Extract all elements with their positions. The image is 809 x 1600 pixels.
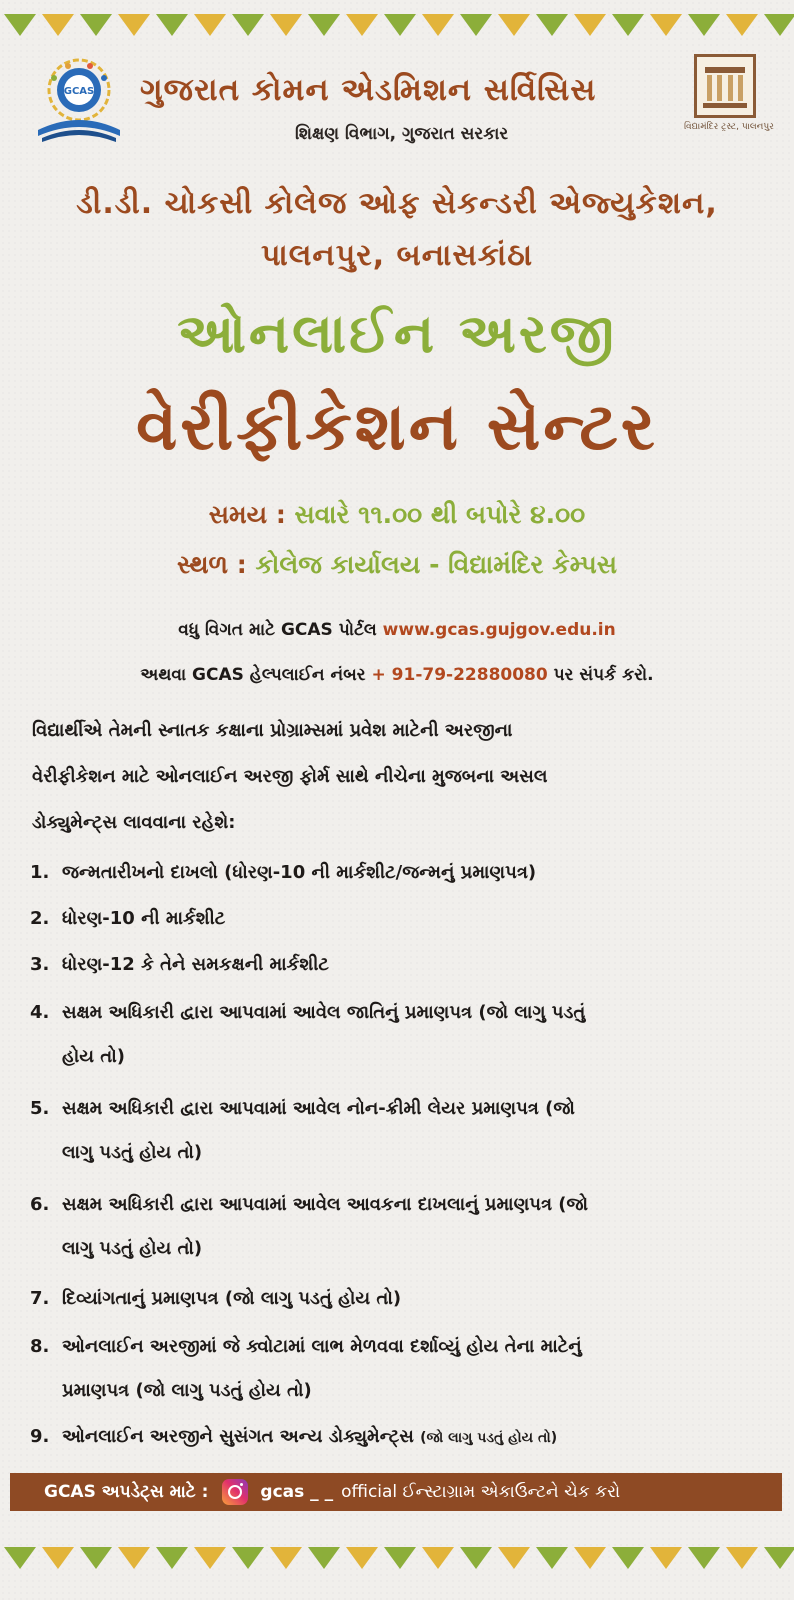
decorative-triangle [156, 1547, 188, 1569]
decorative-triangle [726, 14, 758, 36]
decorative-triangle [80, 14, 112, 36]
instagram-icon [222, 1479, 248, 1505]
intro-line1: વિદ્યાર્થીએ તેમની સ્નાતક કક્ષાના પ્રોગ્રામ્સમાં પ્રવેશ માટેની અરજીના [32, 720, 513, 741]
list-item-number: 1. [30, 862, 50, 883]
contact-helpline-line [0, 665, 794, 685]
decorative-triangle [270, 1547, 302, 1569]
college-name-line2: પાલનપુર, બનાસકાંઠા [260, 238, 534, 273]
list-item-number: 4. [30, 1002, 50, 1023]
decorative-triangle [764, 14, 794, 36]
list-item-number: 6. [30, 1194, 50, 1215]
list-item [30, 1336, 770, 1357]
top-triangle-band [0, 12, 794, 38]
contact-portal-line [0, 620, 794, 640]
decorative-triangle [346, 14, 378, 36]
gcas-logo [28, 50, 130, 150]
list-item [30, 1426, 770, 1447]
list-item-text: ધોરણ-12 કે તેને સમકક્ષની માર્કશીટ [62, 954, 329, 975]
gcas-logo-text: GCAS [63, 86, 95, 97]
footer-lead: GCAS અપડેટ્સ માટે : [44, 1482, 209, 1502]
triangle-pattern-bottom [0, 1545, 794, 1571]
list-item-text: ઓનલાઈન અરજીને સુસંગત અન્ય ડોક્યુમેન્ટ્સ [62, 1426, 414, 1447]
place-info [0, 550, 794, 580]
website-link[interactable]: www.gcas.gujgov.edu.in [382, 620, 616, 640]
decorative-triangle [4, 1547, 36, 1569]
contact-helpline-prefix: અથવા GCAS હેલ્પલાઈન નંબર [140, 665, 366, 685]
decorative-triangle [498, 14, 530, 36]
list-item [30, 954, 770, 975]
contact-helpline-suffix: પર સંપર્ક કરો. [553, 665, 654, 685]
trust-logo-emblem [694, 54, 756, 118]
decorative-triangle [498, 1547, 530, 1569]
decorative-triangle [688, 14, 720, 36]
decorative-triangle [650, 1547, 682, 1569]
list-item-note: (જો લાગુ પડતું હોય તો) [420, 1430, 558, 1446]
decorative-triangle [536, 14, 568, 36]
list-item-text: દિવ્યાંગતાનું પ્રમાણપત્ર (જો લાગુ પડતું હોય તો) [62, 1288, 402, 1309]
place-label: સ્થળ : [176, 550, 247, 579]
list-item-number: 7. [30, 1288, 50, 1309]
decorative-triangle [688, 1547, 720, 1569]
list-item-text: ઓનલાઈન અરજીમાં જે ક્વોટામાં લાભ મેળવવા દર્શાવ્યું હોય તેના માટેનું [62, 1336, 582, 1357]
footer-bar [10, 1473, 782, 1511]
footer-tail: official ઈન્સ્ટાગ્રામ એકાઉન્ટને ચેક કરો [341, 1482, 621, 1502]
decorative-triangle [536, 1547, 568, 1569]
trust-logo [684, 50, 774, 150]
decorative-triangle [574, 1547, 606, 1569]
time-label: સમય : [208, 500, 286, 529]
list-item-number: 2. [30, 908, 50, 929]
decorative-triangle [308, 14, 340, 36]
list-item-continuation: લાગુ પડતું હોય તો) [62, 1142, 203, 1163]
decorative-triangle [308, 1547, 340, 1569]
org-title: ગુજરાત કોમન એડમિશન સર્વિસિસ [140, 72, 597, 108]
intro-line3: ડોક્યુમેન્ટ્સ લાવવાના રહેશે: [32, 812, 236, 833]
decorative-triangle [232, 1547, 264, 1569]
time-info [0, 500, 794, 530]
gcas-logo-icon [28, 50, 130, 150]
list-item-continuation: હોય તો) [62, 1046, 125, 1067]
headline-verification-center: વેરીફીકેશન સેન્ટર [136, 388, 658, 465]
list-item [30, 1098, 770, 1119]
time-value: સવારે ૧૧.૦૦ થી બપોરે ૪.૦૦ [294, 500, 586, 529]
list-item [30, 1288, 770, 1309]
temple-icon [697, 57, 753, 115]
contact-portal-prefix: વધુ વિગત માટે GCAS પોર્ટલ [178, 620, 377, 640]
decorative-triangle [270, 14, 302, 36]
decorative-triangle [384, 1547, 416, 1569]
decorative-triangle [612, 14, 644, 36]
intro-line2: વેરીફીકેશન માટે ઓનલાઈન અરજી ફોર્મ સાથે નીચેના મુજબના અસલ [32, 766, 548, 787]
list-item-text: સક્ષમ અધિકારી દ્વારા આપવામાં આવેલ જાતિનું પ્રમાણપત્ર (જો લાગુ પડતું [62, 1002, 586, 1023]
list-item-number: 3. [30, 954, 50, 975]
decorative-triangle [460, 1547, 492, 1569]
decorative-triangle [764, 1547, 794, 1569]
list-item-text: ધોરણ-10 ની માર્કશીટ [62, 908, 226, 929]
list-item-number: 9. [30, 1426, 50, 1447]
decorative-triangle [460, 14, 492, 36]
decorative-triangle [346, 1547, 378, 1569]
triangle-pattern-top [0, 12, 794, 38]
list-item [30, 862, 770, 883]
list-item [30, 1002, 770, 1023]
decorative-triangle [574, 14, 606, 36]
list-item-number: 5. [30, 1098, 50, 1119]
list-item-text: જન્મતારીખનો દાખલો (ધોરણ-10 ની માર્કશીટ/જન્મનું પ્રમાણપત્ર) [62, 862, 537, 883]
org-subtitle: શિક્ષણ વિભાગ, ગુજરાત સરકાર [295, 124, 509, 144]
decorative-triangle [384, 14, 416, 36]
instagram-handle[interactable]: gcas _ _ [260, 1482, 334, 1502]
list-item-text: સક્ષમ અધિકારી દ્વારા આપવામાં આવેલ નોન-ક્રીમી લેયર પ્રમાણપત્ર (જો [62, 1098, 575, 1119]
decorative-triangle [80, 1547, 112, 1569]
decorative-triangle [650, 14, 682, 36]
list-item-number: 8. [30, 1336, 50, 1357]
decorative-triangle [42, 14, 74, 36]
decorative-triangle [194, 14, 226, 36]
decorative-triangle [422, 14, 454, 36]
college-name-line1: ડી.ડી. ચોકસી કોલેજ ઓફ સેકન્ડરી એજ્યુકેશન, [76, 186, 718, 221]
helpline-number[interactable]: + 91-79-22880080 [371, 665, 548, 685]
list-item-continuation: લાગુ પડતું હોય તો) [62, 1238, 203, 1259]
decorative-triangle [118, 1547, 150, 1569]
decorative-triangle [118, 14, 150, 36]
list-item-text: સક્ષમ અધિકારી દ્વારા આપવામાં આવેલ આવકના દાખલાનું પ્રમાણપત્ર (જો [62, 1194, 589, 1215]
decorative-triangle [194, 1547, 226, 1569]
decorative-triangle [232, 14, 264, 36]
list-item-continuation: પ્રમાણપત્ર (જો લાગુ પડતું હોય તો) [62, 1380, 312, 1401]
place-value: કોલેજ કાર્યાલય - વિદ્યામંદિર કેમ્પસ [255, 550, 618, 579]
headline-online-application: ઓનલાઈન અરજી [177, 302, 617, 365]
decorative-triangle [422, 1547, 454, 1569]
list-item [30, 908, 770, 929]
decorative-triangle [4, 14, 36, 36]
decorative-triangle [612, 1547, 644, 1569]
decorative-triangle [726, 1547, 758, 1569]
trust-logo-caption: વિદ્યામંદિર ટ્રસ્ટ, પાલનપુર [684, 122, 774, 132]
bottom-triangle-band [0, 1545, 794, 1571]
list-item [30, 1194, 770, 1215]
decorative-triangle [156, 14, 188, 36]
decorative-triangle [42, 1547, 74, 1569]
